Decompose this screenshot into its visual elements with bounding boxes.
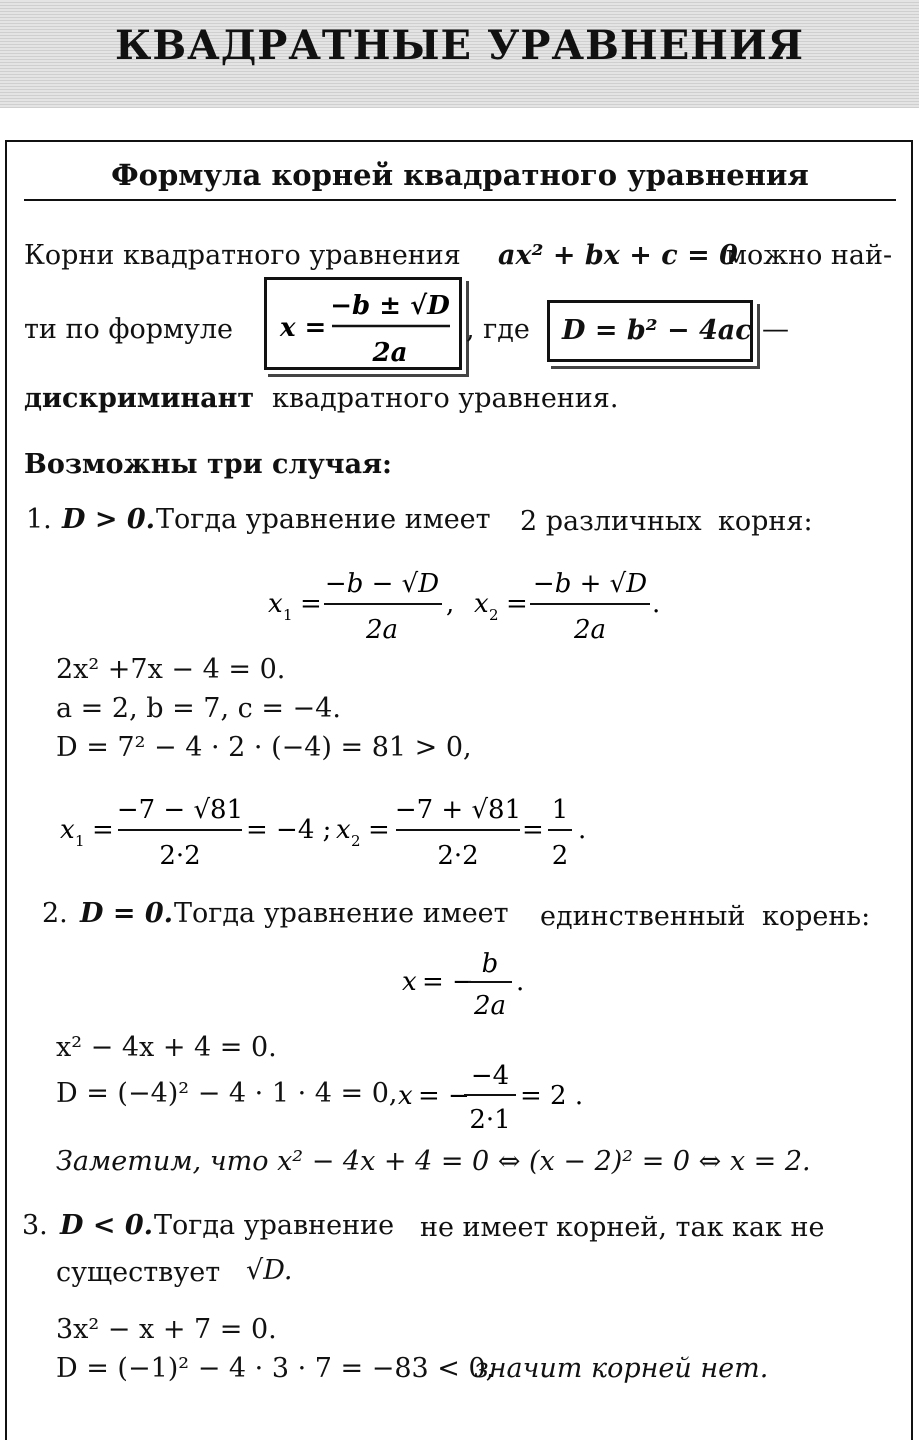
case1-condition: D > 0. <box>62 504 156 535</box>
case2-unique: единственный <box>540 901 746 932</box>
x2-subscript: 2 <box>489 606 499 624</box>
x2-numerator: −b + √D <box>532 569 648 599</box>
case2-text: Тогда уравнение имеет <box>174 898 509 929</box>
equals-sign: = <box>300 589 322 619</box>
ex-x2-numerator: −7 + √81 <box>394 795 522 825</box>
x1-denominator: 2a <box>365 615 399 645</box>
x1-label: x <box>60 815 75 845</box>
case2-numerator: b <box>481 949 499 979</box>
roots-formula-numerator: −b ± √D <box>330 291 450 321</box>
case3-example-discriminant: D = (−1)² − 4 · 3 · 7 = −83 < 0, <box>56 1353 495 1384</box>
case3-text-end: корней, так как не <box>556 1212 825 1243</box>
case3-condition: D < 0. <box>60 1210 154 1241</box>
case1-example-coefficients: a = 2, b = 7, c = −4. <box>56 693 341 724</box>
intro-text-tail: квадратного уравнения. <box>272 383 619 414</box>
case2-root-formula <box>402 944 542 1024</box>
case1-roots-formula <box>268 560 688 650</box>
case1-example-discriminant: D = 7² − 4 · 2 · (−4) = 81 > 0, <box>56 732 472 763</box>
case1-number: 1. <box>26 504 52 535</box>
period: . <box>516 967 525 997</box>
x1-numerator: −b − √D <box>324 569 440 599</box>
roots-formula <box>272 281 452 371</box>
case1-example-equation: 2x² +7x − 4 = 0. <box>56 654 286 685</box>
case2-number: 2. <box>42 898 68 929</box>
x2-denominator: 2a <box>573 615 607 645</box>
case3-sqrt: √D. <box>246 1255 293 1286</box>
roots-formula-denominator: 2a <box>372 338 408 368</box>
intro-text: Корни квадратного уравнения <box>24 240 461 271</box>
x1-subscript: 1 <box>283 606 293 624</box>
case3-text-line2: существует <box>56 1257 221 1288</box>
comma: , <box>446 589 455 619</box>
case3-example-equation: 3x² − x + 7 = 0. <box>56 1314 277 1345</box>
x2-label: x <box>474 589 489 619</box>
period: . <box>652 589 661 619</box>
equals-minus: = − <box>418 1081 470 1111</box>
ex-x2-simplified-denominator: 2 <box>551 841 569 871</box>
dash: — <box>762 314 789 345</box>
case2-condition: D = 0. <box>80 898 174 929</box>
quadratic-equation: ax² + bx + c = 0 <box>498 240 738 271</box>
ex-numerator: −4 <box>470 1061 510 1091</box>
discriminant-formula: D = b² − 4ac <box>562 315 752 346</box>
x-label: x <box>402 967 417 997</box>
case2-text-end: корень: <box>762 901 871 932</box>
ex-x1-numerator: −7 − √81 <box>116 795 244 825</box>
intro-text-end: можно най- <box>726 240 893 271</box>
case3-none: не имеет <box>420 1212 549 1243</box>
equals-minus: = − <box>422 967 474 997</box>
ex-x1-value: = −4 ; <box>246 815 332 845</box>
case3-conclusion: значит корней нет. <box>474 1353 769 1384</box>
equals-sign: = <box>506 589 528 619</box>
case1-example-roots <box>60 786 620 876</box>
ex-value: = 2 . <box>520 1081 584 1111</box>
case2-note: Заметим, что x² − 4x + 4 = 0 ⇔ (x − 2)² = 0 ⇔ x = 2. <box>56 1146 811 1177</box>
section-divider <box>24 199 896 201</box>
ex-denominator: 2·1 <box>469 1105 511 1135</box>
ex-x1-denominator: 2·2 <box>159 841 201 871</box>
case3-number: 3. <box>22 1210 48 1241</box>
equals-sign: = <box>368 815 390 845</box>
case2-example-root <box>398 1054 588 1134</box>
roots-formula-lhs: x = <box>280 313 327 343</box>
equals-sign: = <box>522 815 544 845</box>
where-text: , где <box>466 314 530 345</box>
discriminant-term: дискриминант <box>24 383 255 414</box>
case2-example-discriminant: D = (−4)² − 4 · 1 · 4 = 0, <box>56 1078 398 1109</box>
page-title: КВАДРАТНЫЕ УРАВНЕНИЯ <box>114 22 805 69</box>
x1-label: x <box>268 589 283 619</box>
ex-x2-denominator: 2·2 <box>437 841 479 871</box>
x2-label: x <box>336 815 351 845</box>
equals-sign: = <box>92 815 114 845</box>
case1-text: Тогда уравнение имеет <box>156 504 491 535</box>
intro-text-formula-lead: ти по формуле <box>24 314 234 345</box>
case3-text: Тогда уравнение <box>154 1210 395 1241</box>
x1-subscript: 1 <box>75 832 85 850</box>
cases-heading: Возможны три случая: <box>24 449 392 480</box>
case2-denominator: 2a <box>473 991 507 1021</box>
x-label: x <box>398 1081 413 1111</box>
section-title: Формула корней квадратного уравнения <box>111 158 809 192</box>
x2-subscript: 2 <box>351 832 361 850</box>
period: . <box>578 815 587 845</box>
ex-x2-simplified-numerator: 1 <box>551 795 569 825</box>
case2-example-equation: x² − 4x + 4 = 0. <box>56 1032 277 1063</box>
case1-text-end: корня: <box>718 506 813 537</box>
case1-count: 2 различных <box>520 506 702 537</box>
